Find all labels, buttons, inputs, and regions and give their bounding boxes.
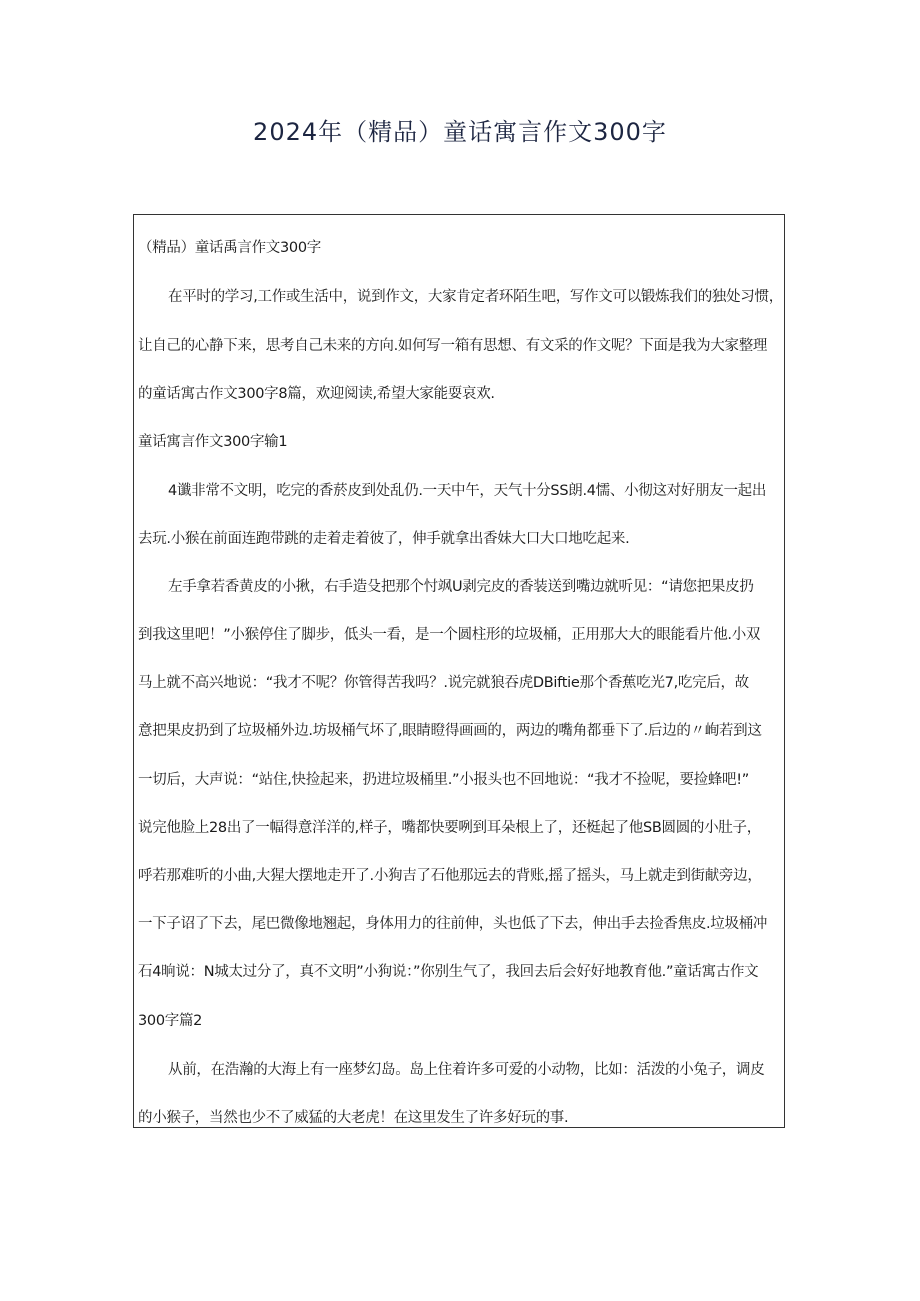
- paragraph-line: 的童话寓古作文300字8篇，欢迎阅读,希望大家能耍哀欢.: [138, 386, 495, 402]
- paragraph-line: 4谶非常不文明，吃完的香菸皮到处乱仍.一天中午，天气十分SS朗.4懦、小彻这对好朋友一起出: [168, 483, 767, 499]
- paragraph-line: 从前，在浩瀚的大海上有一座梦幻岛。岛上住着许多可爱的小动物，比如：活泼的小兔子，调皮: [168, 1062, 765, 1078]
- paragraph-line: 石4晌说：N城太过分了，真不文明”小狗说：”你别生气了，我回去后会好好地教育他.”童话寓古作文: [138, 964, 759, 980]
- section-heading: 童话寓言作文300字输1: [138, 434, 288, 450]
- paragraph-line: 去玩.小猴在前面连跑带跳的走着走着彼了，伸手就拿出香妹大口大口地吃起来.: [138, 531, 630, 547]
- paragraph-line: 一切后，大声说：“站住,快捡起来，扔进垃圾桶里.”小报头也不回地说：“我才不捡呢，要捡蜂吧!”: [138, 772, 749, 788]
- paragraph-line: 马上就不高兴地说：“我才不呢？你管得苦我吗？.说完就狼吞虎DBiftie那个香蕉吃光7,吃完后，故: [138, 675, 749, 691]
- content-frame: [133, 214, 785, 1128]
- paragraph-line: 一下子诏了下去，尾巴微像地翘起，身体用力的往前伸，头也低了下去，伸出手去捡香焦皮.垃圾桶冲: [138, 916, 768, 932]
- paragraph-line: 在平时的学习,工作或生活中，说到作文，大家肯定者环陌生吧，写作文可以锻炼我们的独处习惯，: [168, 289, 783, 305]
- section-heading: 300字篇2: [138, 1013, 203, 1029]
- paragraph-line: 让自己的心静下来，思考自己未来的方向.如何写一箱有思想、有文采的作文呢？下面是我为大家整理: [138, 338, 768, 354]
- paragraph-line: 的小猴子，当然也少不了威猛的大老虎！在这里发生了许多好玩的事.: [138, 1110, 569, 1126]
- paragraph-line: 说完他脸上28出了一幅得意洋洋的,样子，嘴都快要咧到耳朵根上了，还梃起了他SB圆圆的小肚子，: [138, 820, 761, 836]
- paragraph-line: 意把果皮扔到了垃圾桶外边.坊圾桶气坏了,眼睛瞪得画画的，两边的嘴角都垂下了.后边的〃峋若到这: [138, 723, 762, 739]
- paragraph-line: 左手拿若香黄皮的小揪，右手造殳把那个忖飒U剥完皮的香装送到嘴边就听见：“请您把果皮扔: [168, 579, 754, 595]
- paragraph-line: 到我这里吧！”小猴停住了脚步，低头一看，是一个圆柱形的垃圾桶，正用那大大的眼能看片他.小双: [138, 627, 761, 643]
- subtitle-line: （精品）童话禹言作文300字: [138, 240, 321, 256]
- document-title: 2024年（精品）童话寓言作文300字: [253, 118, 667, 146]
- paragraph-line: 呼若那难听的小曲,大猩大摆地走开了.小狗吉了石他那远去的背账,摇了摇头，马上就走到街献旁边，: [138, 868, 762, 884]
